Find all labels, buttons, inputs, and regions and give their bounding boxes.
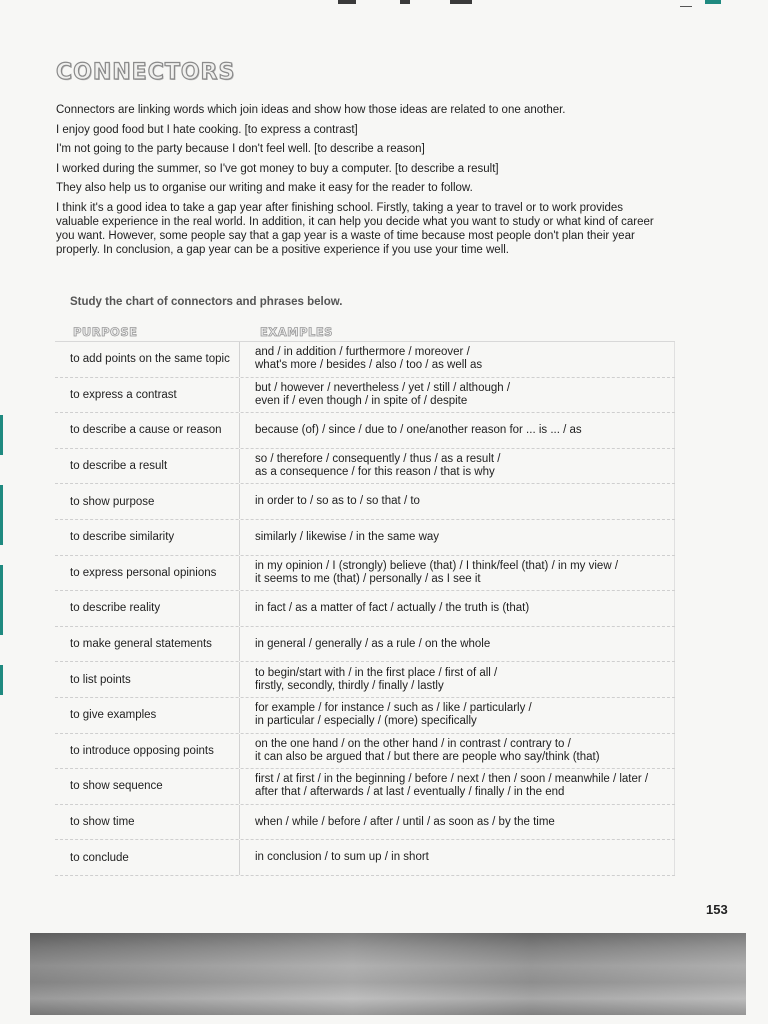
examples-line: even if / even though / in spite of / despite	[255, 394, 468, 407]
examples-line: it can also be argued that / but there are people who say/think (that)	[255, 750, 600, 763]
examples-line: in order to / so as to / so that / to	[255, 495, 420, 508]
page-title: CONNECTORS	[56, 60, 236, 85]
table-row	[55, 769, 675, 805]
table-row	[55, 556, 675, 592]
examples-cell	[240, 484, 675, 519]
table-row	[55, 449, 675, 485]
purpose-cell: to describe a result	[55, 449, 240, 484]
examples-line: in conclusion / to sum up / in short	[255, 851, 429, 864]
table-row	[55, 840, 675, 876]
table-row	[55, 341, 675, 378]
example-result: I worked during the summer, so I've got money to buy a computer. [to describe a result]	[56, 162, 499, 175]
examples-column-header: EXAMPLES	[260, 325, 333, 339]
purpose-cell: to express a contrast	[55, 378, 240, 413]
examples-line: and / in addition / furthermore / moreover /	[255, 346, 470, 359]
scan-shadow-overlay	[30, 933, 746, 1015]
purpose-column-header: PURPOSE	[73, 325, 138, 339]
purpose-cell: to show time	[55, 805, 240, 840]
examples-line: as a consequence / for this reason / that is why	[255, 466, 495, 479]
examples-line: similarly / likewise / in the same way	[255, 530, 440, 543]
connectors-table	[55, 341, 675, 876]
gap-year-paragraph: I think it's a good idea to take a gap year after finishing school. Firstly, taking a year to travel or to work provides valuable experience in the real world. In addition, it can help you decide what you want to study or what kind of career you want. However, some people say that a gap year is a waste of time because most people don't plan their year properly. In conclusion, a gap year can be a positive experience if you use your time well.	[56, 201, 654, 256]
table-row	[55, 520, 675, 556]
table-row	[55, 484, 675, 520]
examples-cell	[240, 378, 675, 413]
intro-section	[56, 103, 656, 262]
purpose-cell: to describe similarity	[55, 520, 240, 555]
table-row	[55, 413, 675, 449]
purpose-cell: to add points on the same topic	[55, 342, 240, 377]
examples-cell	[240, 627, 675, 662]
top-accent-bar	[705, 0, 721, 4]
examples-cell	[240, 413, 675, 448]
purpose-cell: to make general statements	[55, 627, 240, 662]
purpose-cell: to introduce opposing points	[55, 734, 240, 769]
top-page-strip	[0, 0, 768, 10]
purpose-cell: to describe reality	[55, 591, 240, 626]
table-row	[55, 734, 675, 770]
purpose-cell: to express personal opinions	[55, 556, 240, 591]
top-cut-mark	[338, 0, 356, 4]
table-row	[55, 591, 675, 627]
examples-cell	[240, 840, 675, 875]
examples-cell	[240, 591, 675, 626]
examples-line: in my opinion / I (strongly) believe (that) / I think/feel (that) / in my view /	[255, 559, 619, 572]
top-cut-mark	[450, 0, 472, 4]
examples-line: for example / for instance / such as / like / particularly /	[255, 702, 532, 715]
chart-instruction: Study the chart of connectors and phrases below.	[70, 296, 343, 308]
examples-line: when / while / before / after / until / as soon as / by the time	[255, 815, 555, 828]
examples-cell	[240, 556, 675, 591]
top-cut-mark	[400, 0, 410, 4]
examples-cell	[240, 342, 675, 377]
table-row	[55, 378, 675, 414]
examples-cell	[240, 769, 675, 804]
page-number: 153	[706, 902, 728, 917]
example-contrast: I enjoy good food but I hate cooking. [to express a contrast]	[56, 123, 358, 136]
examples-line: it seems to me (that) / personally / as I see it	[255, 572, 481, 585]
purpose-cell: to show purpose	[55, 484, 240, 519]
table-row	[55, 805, 675, 841]
purpose-cell: to list points	[55, 662, 240, 697]
examples-line: on the one hand / on the other hand / in contrast / contrary to /	[255, 737, 571, 750]
examples-line: in particular / especially / (more) specifically	[255, 715, 477, 728]
examples-cell	[240, 662, 675, 697]
purpose-cell: to give examples	[55, 698, 240, 733]
examples-line: first / at first / in the beginning / before / next / then / soon / meanwhile / later /	[255, 773, 649, 786]
examples-line: so / therefore / consequently / thus / as a result /	[255, 453, 501, 466]
examples-line: in general / generally / as a rule / on the whole	[255, 637, 491, 650]
examples-line: in fact / as a matter of fact / actually / the truth is (that)	[255, 601, 530, 614]
examples-cell	[240, 520, 675, 555]
purpose-cell: to show sequence	[55, 769, 240, 804]
left-edge-marks	[0, 415, 3, 695]
examples-line: after that / afterwards / at last / eventually / finally / in the end	[255, 786, 565, 799]
examples-cell	[240, 805, 675, 840]
intro-purpose: They also help us to organise our writing and make it easy for the reader to follow.	[56, 182, 473, 194]
table-row	[55, 662, 675, 698]
examples-line: but / however / nevertheless / yet / still / although /	[255, 381, 511, 394]
top-dash	[680, 6, 692, 7]
examples-cell	[240, 698, 675, 733]
examples-cell	[240, 449, 675, 484]
purpose-cell: to conclude	[55, 840, 240, 875]
intro-definition: Connectors are linking words which join ideas and show how those ideas are related to one another.	[56, 104, 566, 116]
purpose-cell: to describe a cause or reason	[55, 413, 240, 448]
examples-line: what's more / besides / also / too / as well as	[255, 359, 483, 372]
examples-line: to begin/start with / in the first place / first of all /	[255, 666, 498, 679]
examples-line: because (of) / since / due to / one/another reason for ... is ... / as	[255, 423, 582, 436]
examples-cell	[240, 734, 675, 769]
examples-line: firstly, secondly, thirdly / finally / lastly	[255, 679, 444, 692]
table-row	[55, 627, 675, 663]
table-row	[55, 698, 675, 734]
example-reason: I'm not going to the party because I don't feel well. [to describe a reason]	[56, 143, 425, 155]
